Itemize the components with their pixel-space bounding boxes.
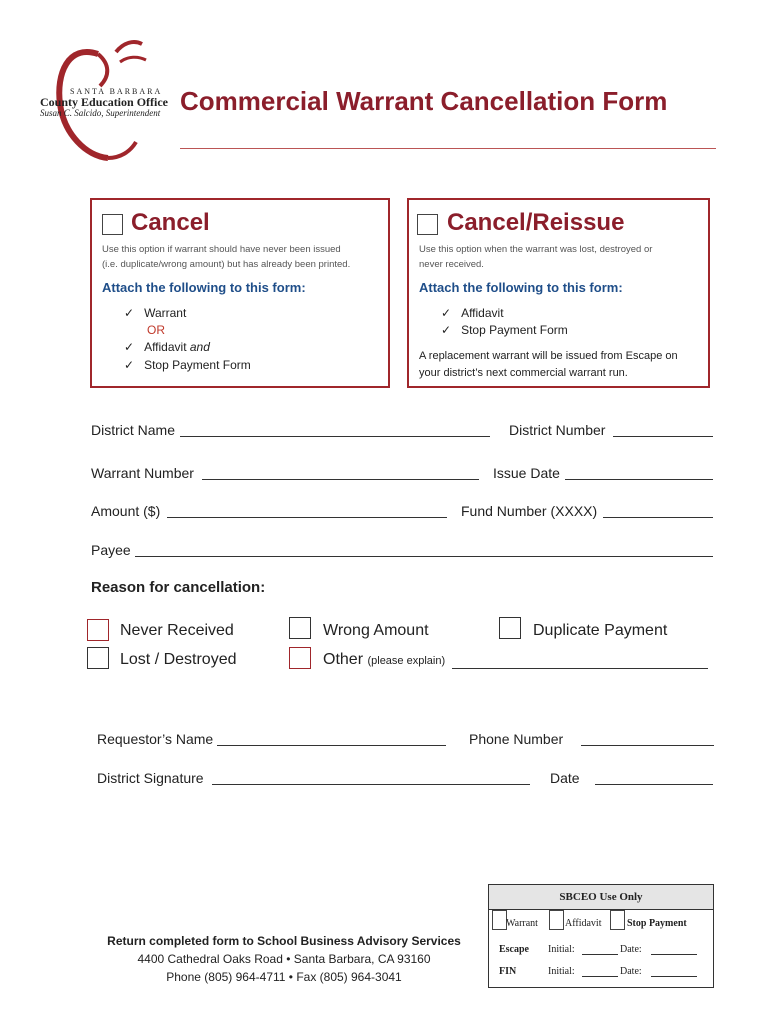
cancel-item-affidavit: ✓ Affidavit and [124,340,210,354]
logo-line-1: SANTA BARBARA [70,87,163,96]
cancel-item-affidavit-label: Affidavit [144,340,187,354]
district-signature-label: District Signature [97,770,204,786]
warrant-number-field[interactable] [202,463,479,480]
office-affidavit-checkbox[interactable] [549,910,564,930]
reissue-item-stop-payment: ✓ Stop Payment Form [441,323,568,337]
wrong-amount-checkbox[interactable] [289,617,311,639]
reissue-item-affidavit-label: Affidavit [461,306,504,320]
reissue-note [419,348,678,382]
office-affidavit-label: Affidavit [565,918,602,929]
office-warrant-checkbox[interactable] [492,910,507,930]
footer-address: 4400 Cathedral Oaks Road • Santa Barbara, CA 93160 [137,952,431,966]
cancel-desc-line-2: (i.e. duplicate/wrong amount) but has already been printed. [102,259,351,270]
reason-heading: Reason for cancellation: [91,579,266,596]
other-label [323,651,445,669]
footer-phone-fax: Phone (805) 964-4711 • Fax (805) 964-3041 [166,970,402,984]
amount-field[interactable] [167,501,447,518]
cancel-description [102,242,387,272]
phone-number-label: Phone Number [469,731,564,747]
reissue-title: Cancel/Reissue [447,209,625,236]
phone-number-field[interactable] [581,729,714,746]
other-checkbox[interactable] [289,647,311,669]
requestor-name-field[interactable] [217,729,446,746]
office-fin-date-label: Date: [620,966,642,977]
office-escape-date-label: Date: [620,944,642,955]
lost-destroyed-checkbox[interactable] [87,647,109,669]
cancel-item-or: OR [147,323,165,337]
district-name-field[interactable] [180,420,490,437]
duplicate-payment-checkbox[interactable] [499,617,521,639]
fund-number-field[interactable] [603,501,713,518]
date-label: Date [550,770,580,786]
office-fin-label: FIN [499,966,517,977]
payee-field[interactable] [135,540,713,557]
reissue-item-affidavit: ✓ Affidavit [441,306,504,320]
duplicate-payment-label: Duplicate Payment [533,622,668,639]
cancel-item-warrant-label: Warrant [144,306,187,320]
issue-date-field[interactable] [565,463,713,480]
cancel-item-warrant: ✓ Warrant [124,306,187,320]
logo-line-2: County Education Office [40,95,169,110]
logo-line-3: Susan C. Salcido, Superintendent [40,107,161,118]
office-fin-date-field[interactable] [651,966,697,977]
cancel-item-stop-payment-label: Stop Payment Form [144,358,251,372]
footer-return-line: Return completed form to School Business Advisory Services [107,934,461,948]
other-hint: (please explain) [367,655,446,667]
cancel-checkbox[interactable] [102,214,123,235]
payee-label: Payee [91,542,131,558]
district-name-label: District Name [91,422,176,438]
fund-number-label: Fund Number (XXXX) [461,503,598,519]
reissue-desc-line-1: Use this option when the warrant was lost, destroyed or [419,244,653,255]
other-explain-field[interactable] [452,654,708,669]
title-rule [180,148,716,149]
district-number-field[interactable] [613,420,713,437]
reissue-description [419,242,704,272]
warrant-number-label: Warrant Number [91,465,194,481]
office-escape-label: Escape [499,944,529,955]
reissue-item-stop-payment-label: Stop Payment Form [461,323,568,337]
never-received-checkbox[interactable] [87,619,109,641]
date-field[interactable] [595,768,713,785]
lost-destroyed-label: Lost / Destroyed [120,651,237,668]
district-signature-field[interactable] [212,768,530,785]
issue-date-label: Issue Date [493,465,560,481]
cancel-item-and: and [189,340,210,354]
office-escape-initial-field[interactable] [582,944,618,955]
requestor-name-label: Requestor’s Name [97,731,214,747]
district-number-label: District Number [509,422,606,438]
office-escape-initial-label: Initial: [548,944,575,955]
logo-text [40,88,175,118]
cancel-item-stop-payment: ✓ Stop Payment Form [124,358,251,372]
page-title: Commercial Warrant Cancellation Form [180,86,668,116]
office-escape-date-field[interactable] [651,944,697,955]
amount-label: Amount ($) [91,503,161,519]
office-warrant-label: Warrant [506,918,538,929]
reissue-attach-heading: Attach the following to this form: [419,280,623,295]
wrong-amount-label: Wrong Amount [323,622,429,639]
reissue-note-line-2: your district’s next commercial warrant run. [419,367,628,379]
reissue-desc-line-2: never received. [419,259,484,270]
office-use-heading: SBCEO Use Only [489,885,713,910]
reissue-note-line-1: A replacement warrant will be issued from Escape on [419,350,678,362]
cancel-attach-heading: Attach the following to this form: [102,280,306,295]
never-received-label: Never Received [120,622,234,639]
office-stop-payment-checkbox[interactable] [610,910,625,930]
other-label-text: Other [323,651,364,668]
office-fin-initial-field[interactable] [582,966,618,977]
office-fin-initial-label: Initial: [548,966,575,977]
cancel-title: Cancel [131,209,210,236]
cancel-desc-line-1: Use this option if warrant should have never been issued [102,244,341,255]
reissue-checkbox[interactable] [417,214,438,235]
office-stop-payment-label: Stop Payment [627,918,687,929]
